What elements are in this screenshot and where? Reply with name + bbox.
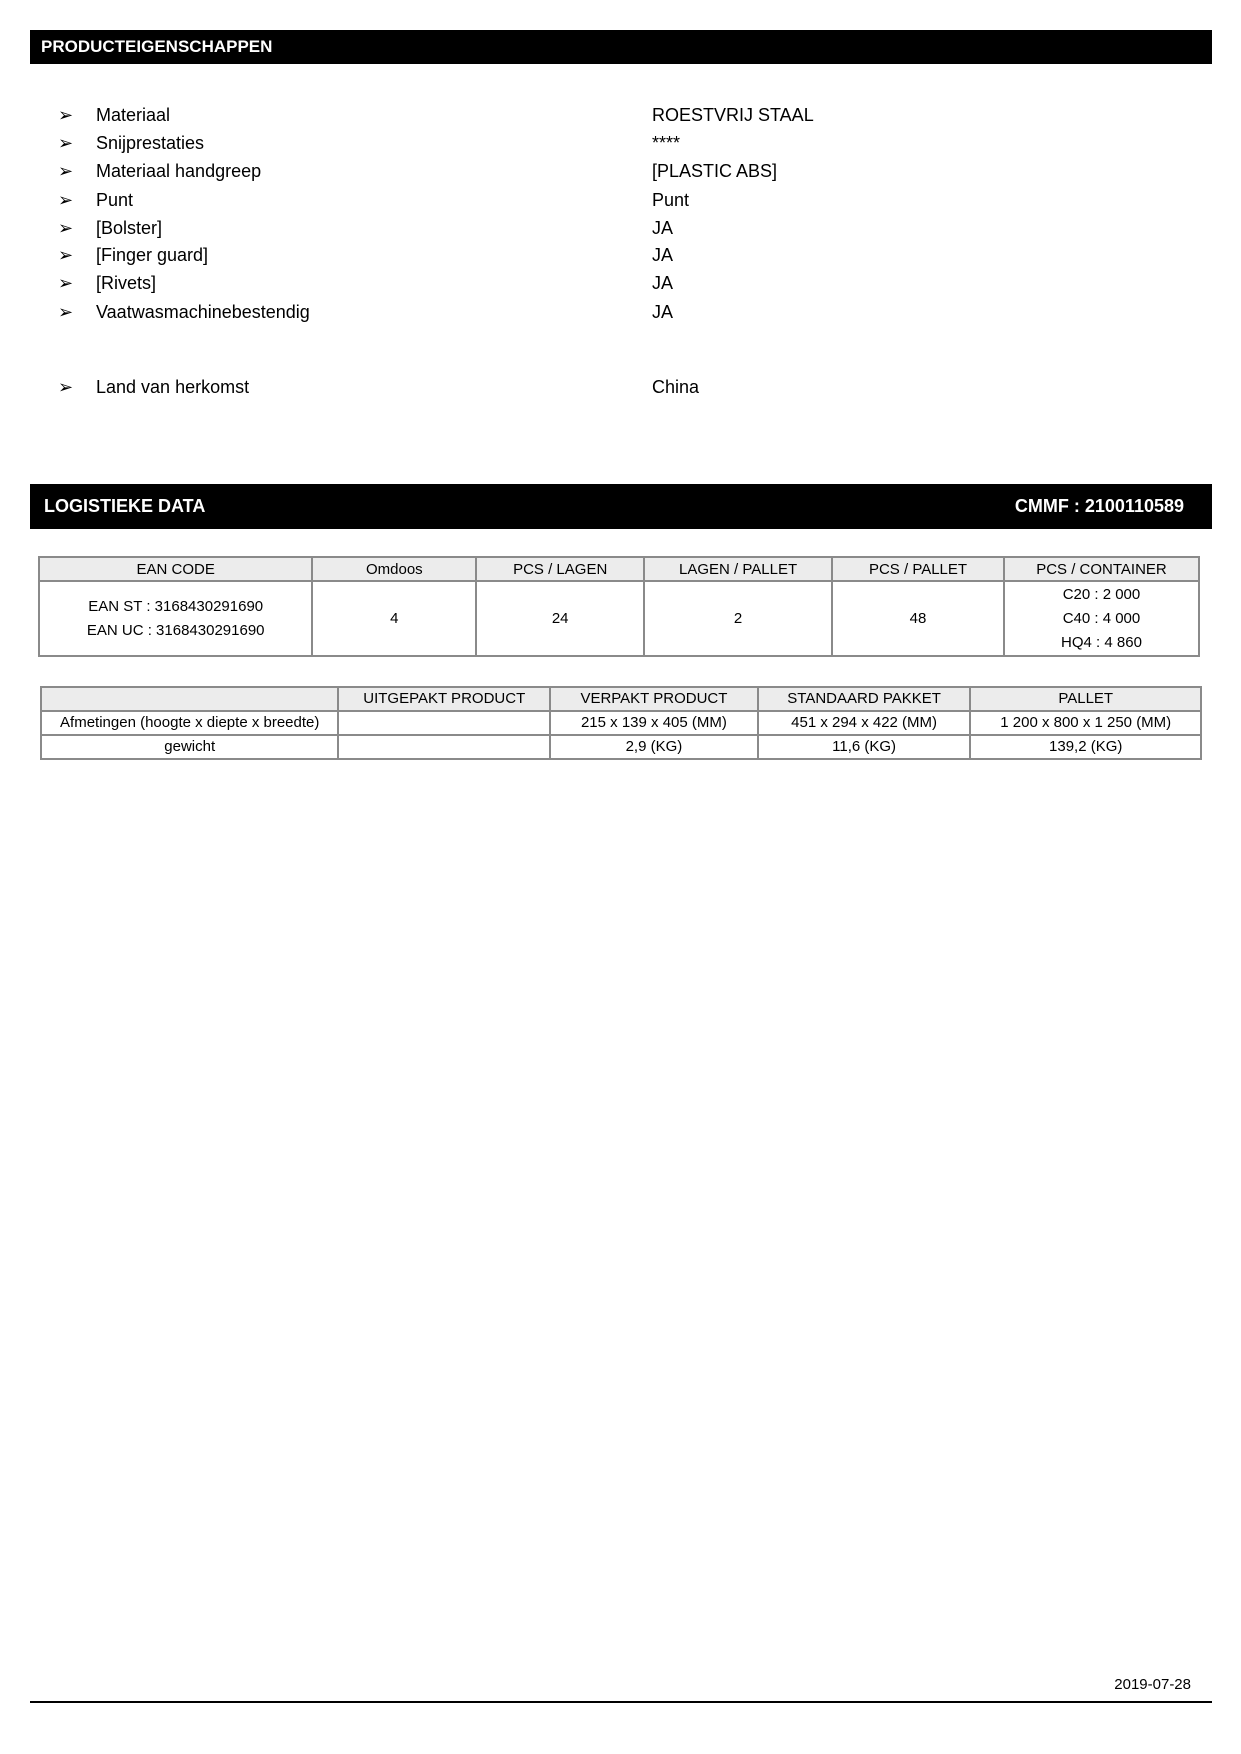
section-title: PRODUCTEIGENSCHAPPEN — [41, 37, 273, 56]
column-header — [41, 687, 338, 711]
arrow-bullet-icon: ➢ — [58, 133, 74, 153]
property-row — [58, 100, 1158, 130]
property-value: **** — [652, 133, 681, 153]
arrow-bullet-icon: ➢ — [58, 218, 74, 238]
property-row — [58, 240, 1158, 270]
pcs-lagen-cell: 24 — [476, 581, 644, 656]
property-label: Materiaal — [96, 105, 171, 125]
column-header: STANDAARD PAKKET — [758, 687, 971, 711]
column-header: UITGEPAKT PRODUCT — [338, 687, 550, 711]
property-row — [58, 156, 1158, 186]
arrow-bullet-icon: ➢ — [58, 161, 74, 181]
table-cell: 215 x 139 x 405 (MM) — [550, 711, 758, 735]
property-row — [58, 268, 1158, 298]
property-label: [Bolster] — [96, 218, 163, 238]
property-value: Punt — [652, 190, 690, 210]
table-row — [39, 581, 1199, 656]
arrow-bullet-icon: ➢ — [58, 105, 74, 125]
property-label: Vaatwasmachinebestendig — [96, 302, 310, 322]
property-value: ROESTVRIJ STAAL — [652, 105, 814, 125]
origin-value: China — [652, 377, 700, 397]
table-header-row — [41, 687, 1201, 711]
cmmf-code: CMMF : 2100110589 — [1014, 496, 1184, 516]
container-hq4: HQ4 : 4 860 — [1061, 633, 1142, 651]
pcs-pallet-cell: 48 — [832, 581, 1004, 656]
origin-row — [58, 372, 1158, 402]
arrow-bullet-icon: ➢ — [58, 190, 74, 210]
origin-label: Land van herkomst — [96, 377, 250, 397]
section-title: LOGISTIEKE DATA — [44, 496, 206, 516]
table-cell — [338, 711, 550, 735]
table-cell: 2,9 (KG) — [550, 735, 758, 759]
ean-code-cell — [39, 581, 312, 656]
arrow-bullet-icon: ➢ — [58, 302, 74, 322]
column-header: EAN CODE — [39, 557, 312, 581]
property-label: [Rivets] — [96, 273, 157, 293]
table-row — [41, 711, 1201, 735]
lagen-pallet-cell: 2 — [644, 581, 832, 656]
property-label: Materiaal handgreep — [96, 161, 262, 181]
table-cell — [338, 735, 550, 759]
logistics-table — [38, 556, 1200, 657]
arrow-bullet-icon: ➢ — [58, 377, 74, 397]
property-label: [Finger guard] — [96, 245, 209, 265]
arrow-bullet-icon: ➢ — [58, 245, 74, 265]
property-label: Snijprestaties — [96, 133, 205, 153]
property-value: JA — [652, 302, 674, 322]
property-value: JA — [652, 245, 674, 265]
column-header: Omdoos — [312, 557, 476, 581]
property-row — [58, 297, 1158, 327]
table-cell: 11,6 (KG) — [758, 735, 971, 759]
dimensions-table — [40, 686, 1202, 760]
column-header: LAGEN / PALLET — [644, 557, 832, 581]
column-header: PCS / PALLET — [832, 557, 1004, 581]
property-row — [58, 185, 1158, 215]
property-value: [PLASTIC ABS] — [652, 161, 778, 181]
footer-date: 2019-07-28 — [1114, 1676, 1191, 1693]
container-c40: C40 : 4 000 — [1062, 609, 1141, 627]
ean-uc: EAN UC : 3168430291690 — [86, 621, 265, 639]
row-label: gewicht — [41, 735, 338, 759]
property-label: Punt — [96, 190, 134, 210]
table-cell: 451 x 294 x 422 (MM) — [758, 711, 971, 735]
container-c20: C20 : 2 000 — [1062, 585, 1141, 603]
row-label: Afmetingen (hoogte x diepte x breedte) — [41, 711, 338, 735]
table-cell: 1 200 x 800 x 1 250 (MM) — [970, 711, 1201, 735]
arrow-bullet-icon: ➢ — [58, 273, 74, 293]
column-header: VERPAKT PRODUCT — [550, 687, 758, 711]
column-header: PALLET — [970, 687, 1201, 711]
table-row — [41, 735, 1201, 759]
omdoos-cell: 4 — [312, 581, 476, 656]
property-value: JA — [652, 218, 674, 238]
pcs-container-cell — [1004, 581, 1199, 656]
ean-st: EAN ST : 3168430291690 — [88, 597, 264, 615]
property-row — [58, 213, 1158, 243]
table-cell: 139,2 (KG) — [970, 735, 1201, 759]
property-value: JA — [652, 273, 674, 293]
column-header: PCS / CONTAINER — [1004, 557, 1199, 581]
property-row — [58, 128, 1158, 158]
section-header-logistics — [30, 484, 1212, 529]
column-header: PCS / LAGEN — [476, 557, 644, 581]
section-header-product-properties — [30, 30, 1212, 64]
footer-divider — [30, 1701, 1212, 1703]
table-header-row — [39, 557, 1199, 581]
